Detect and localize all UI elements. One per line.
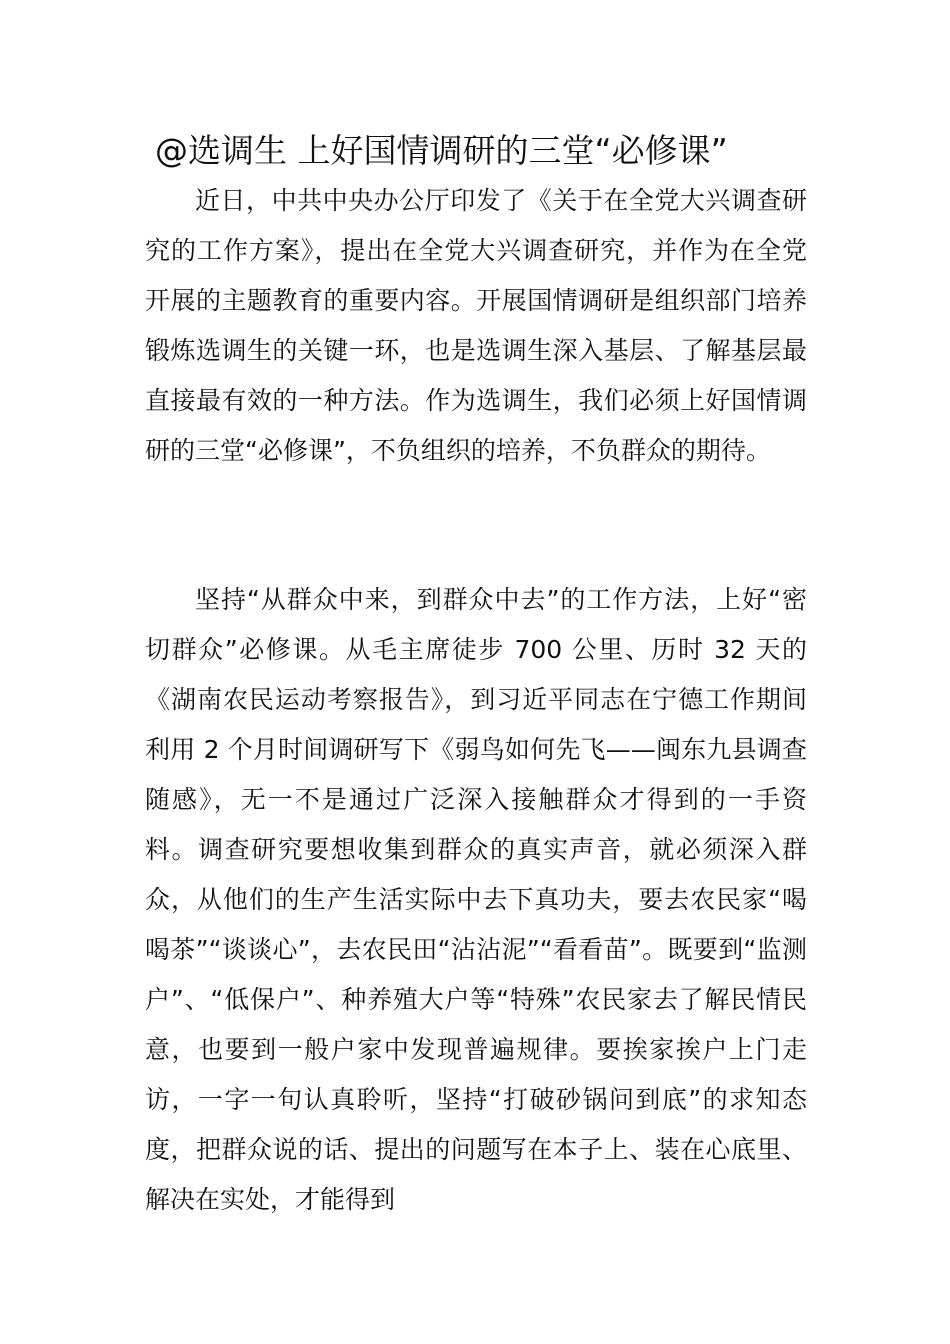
paragraph-close-to-masses: 坚持“从群众中来，到群众中去”的工作方法，上好“密切群众”必修课。从毛主席徒步 700 公里、历时 32 天的《湖南农民运动考察报告》，到习近平同志在宁德工作期间利用 2 个月时间调研写下《弱鸟如何先飞——闽东九县调查随感》，无一不是通过广泛深入接触群众才得到的一手资料。调查研究要想收集到群众的真实声音，就必须深入群众，从他们的生产生活实际中去下真功夫，要去农民家“喝喝茶”“谈谈心”，去农民田“沾沾泥”“看看苗”。既要到“监测户”、“低保户”、种养殖大户等“特殊”农民家去了解民情民意，也要到一般户家中发现普遍规律。要挨家挨户上门走访，一字一句认真聆听，坚持“打破砂锅问到底”的求知态度，把群众说的话、提出的问题写在本子上、装在心底里、解决在实处，才能得到 — [145, 585, 807, 1214]
paragraph-intro: 近日，中共中央办公厅印发了《关于在全党大兴调查研究的工作方案》，提出在全党大兴调查研究，并作为在全党开展的主题教育的重要内容。开展国情调研是组织部门培养锻炼选调生的关键一环，也是选调生深入基层、了解基层最直接最有效的一种方法。作为选调生，我们必须上好国情调研的三堂“必修课”，不负组织的培养，不负群众的期待。 — [145, 186, 807, 465]
document-title: @选调生 上好国情调研的三堂“必修课” — [155, 131, 728, 170]
